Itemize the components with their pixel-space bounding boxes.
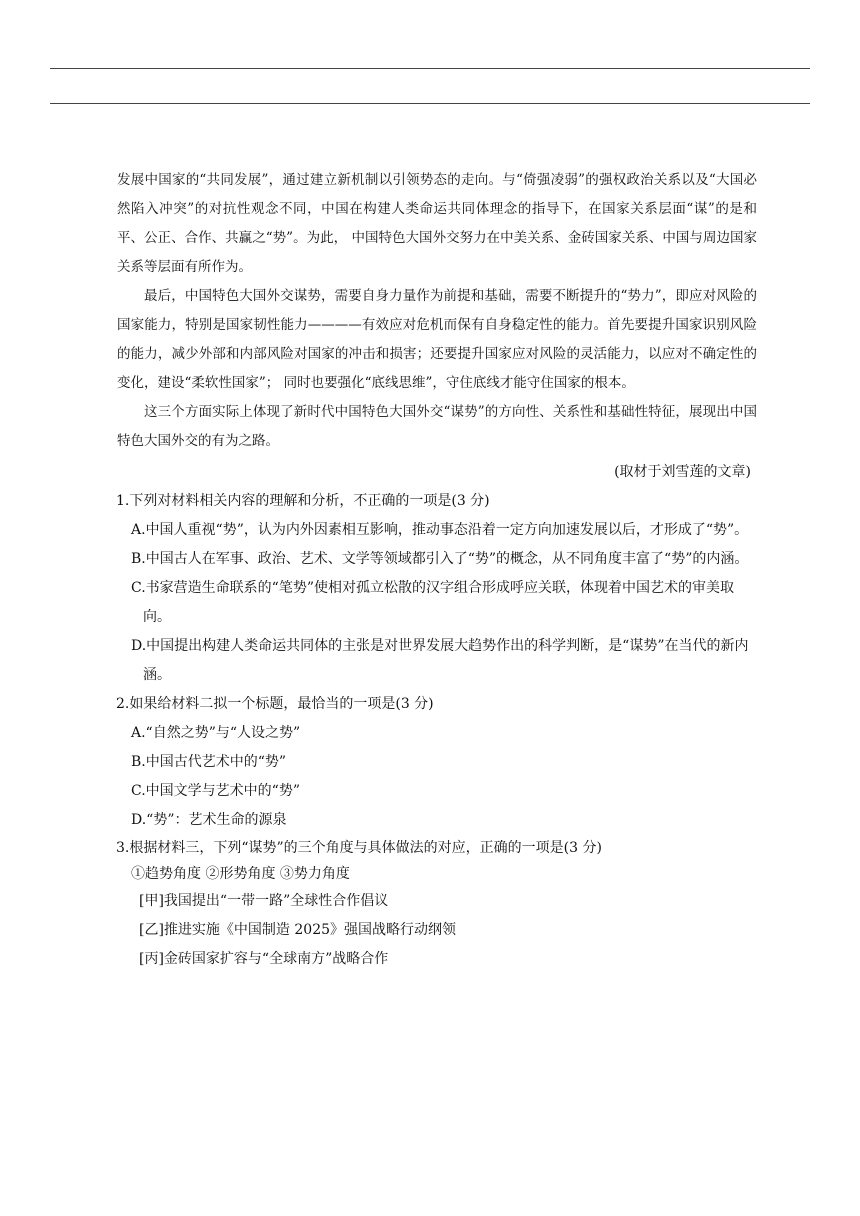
question-1-option-a: A.中国人重视“势”，认为内外因素相互影响，推动事态沿着一定方向加速发展以后，才形成了“势”。 — [131, 522, 749, 538]
question-2-option-d: D.“势”：艺术生命的源泉 — [131, 812, 287, 828]
question-2 — [117, 690, 757, 835]
document-body — [117, 166, 757, 974]
question-1-option-d: D.中国提出构建人类命运共同体的主张是对世界发展大趋势作出的科学判断，是“谋势”在当代的新内涵。 — [131, 638, 749, 683]
question-1-stem: 1.下列对材料相关内容的理解和分析，不正确的一项是(3 分) — [116, 493, 490, 509]
question-3-angles: ①趋势角度 ②形势角度 ③势力角度 — [131, 866, 350, 882]
passage-paragraph-2: 最后，中国特色大国外交谋势，需要自身力量作为前提和基础，需要不断提升的“势力”，即应对风险的国家能力，特别是国家韧性能力————有效应对危机而保有自身稳定性的能力。首先要提升国家识别风险的能力，减少外部和内部风险对国家的冲击和损害；还要提升国家应对风险的灵活能力，以应对不确定性的变化，建设“柔软性国家”； 同时也要强化“底线思维”，守住底线才能守住国家的根本。 — [117, 288, 757, 391]
question-2-stem: 2.如果给材料二拟一个标题，最恰当的一项是(3 分) — [116, 696, 434, 712]
question-2-option-a: A.“自然之势”与“人设之势” — [131, 725, 301, 741]
passage-paragraph-1: 发展中国家的“共同发展”，通过建立新机制以引领势态的走向。与“倚强凌弱”的强权政治关系以及“大国必然陷入冲突”的对抗性观念不同，中国在构建人类命运共同体理念的指导下，在国家关系层面“谋”的是和平、公正、合作、共赢之“势”。为此， 中国特色大国外交努力在中美关系、金砖国家关系、中国与周边国家关系等层面有所作为。 — [117, 172, 757, 275]
question-3-item-jia: [甲]我国提出“一带一路”全球性合作倡议 — [139, 893, 389, 909]
source-citation: (取材于刘雪莲的文章) — [614, 464, 751, 480]
question-1-option-c: C.书家营造生命联系的“笔势”使相对孤立松散的汉字组合形成呼应关联，体现着中国艺术的审美取向。 — [131, 580, 734, 625]
question-2-option-b: B.中国古代艺术中的“势” — [131, 754, 287, 770]
question-1 — [117, 487, 757, 690]
question-3 — [117, 835, 757, 974]
question-1-option-b: B.中国古人在军事、政治、艺术、文学等领域都引入了“势”的概念，从不同角度丰富了“势”的内涵。 — [131, 551, 749, 567]
header-rule-top — [50, 68, 810, 69]
question-3-item-bing: [丙]金砖国家扩容与“全球南方”战略合作 — [139, 951, 389, 967]
passage-paragraph-3: 这三个方面实际上体现了新时代中国特色大国外交“谋势”的方向性、关系性和基础性特征，展现出中国特色大国外交的有为之路。 — [117, 404, 757, 449]
question-2-option-c: C.中国文学与艺术中的“势” — [131, 783, 300, 799]
question-3-stem: 3.根据材料三，下列“谋势”的三个角度与具体做法的对应，正确的一项是(3 分) — [116, 840, 602, 856]
question-3-item-yi: [乙]推进实施《中国制造 2025》强国战略行动纲领 — [139, 922, 457, 938]
header-rule-bottom — [50, 103, 810, 104]
